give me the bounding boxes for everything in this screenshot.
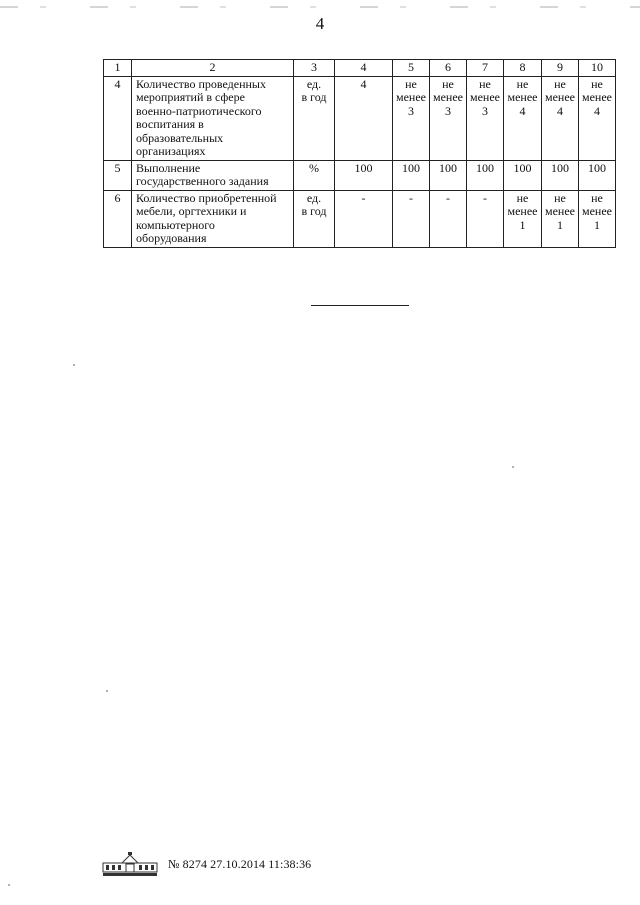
indicator-name <box>132 190 294 247</box>
column-header: 10 <box>579 60 616 77</box>
cell-text: - <box>446 190 450 205</box>
cell-text: не <box>516 190 529 205</box>
cell-text: не <box>554 190 566 205</box>
cell-text: не <box>591 190 603 205</box>
cell-text: образовательных <box>136 130 224 145</box>
registration-footer <box>102 851 311 877</box>
cell-text: 100 <box>513 160 532 175</box>
scan-speck <box>106 690 108 692</box>
building-logo-icon <box>102 851 158 877</box>
column-header: 7 <box>467 60 504 77</box>
cell-text: 100 <box>551 160 569 175</box>
cell-text: менее <box>396 90 426 104</box>
cell-text: оборудования <box>136 231 207 245</box>
cell-text: 100 <box>402 160 420 175</box>
value-cell <box>467 76 504 160</box>
row-number: 5 <box>104 160 132 190</box>
column-header: 3 <box>294 60 335 77</box>
cell-text: не <box>516 76 529 91</box>
value-cell <box>542 76 579 160</box>
cell-text: Количество проведенных <box>136 76 266 91</box>
column-header: 9 <box>542 60 579 77</box>
scan-speck <box>73 364 75 366</box>
cell-text: Выполнение <box>136 160 201 175</box>
cell-text: 100 <box>476 160 494 175</box>
column-header: 6 <box>430 60 467 77</box>
cell-text: - <box>361 190 366 205</box>
value-cell <box>430 76 467 160</box>
unit-cell <box>294 190 335 247</box>
cell-text: не <box>479 76 491 91</box>
cell-text: 4 <box>557 103 563 118</box>
column-header: 5 <box>393 60 430 77</box>
cell-text: - <box>483 190 487 205</box>
cell-text: 3 <box>408 103 414 118</box>
column-header: 2 <box>132 60 294 77</box>
cell-text: 1 <box>519 217 526 232</box>
value-cell <box>504 76 542 160</box>
cell-text: 3 <box>445 103 451 118</box>
cell-text: 4 <box>594 103 600 118</box>
cell-text: не <box>405 76 417 91</box>
indicators-table <box>103 59 616 248</box>
cell-text: в год <box>301 204 327 218</box>
value-cell <box>504 190 542 247</box>
cell-text: 100 <box>354 160 373 175</box>
cell-text: менее <box>507 90 538 104</box>
value-cell <box>542 190 579 247</box>
cell-text: компьютерного <box>136 217 215 232</box>
cell-text: - <box>409 190 413 205</box>
value-cell <box>504 160 542 190</box>
value-cell <box>393 76 430 160</box>
value-cell <box>579 190 616 247</box>
table-header-row <box>104 60 616 77</box>
cell-text: менее <box>470 90 500 104</box>
cell-text: менее <box>507 204 538 218</box>
cell-text: 3 <box>482 103 488 118</box>
indicator-name <box>132 76 294 160</box>
unit-cell <box>294 160 335 190</box>
value-cell <box>467 190 504 247</box>
value-cell <box>393 190 430 247</box>
cell-text: 100 <box>588 160 606 175</box>
cell-text: мебели, оргтехники и <box>136 204 247 218</box>
cell-text: менее <box>582 90 612 104</box>
unit-cell <box>294 76 335 160</box>
cell-text: 100 <box>439 160 457 175</box>
value-cell <box>430 160 467 190</box>
value-cell <box>335 190 393 247</box>
cell-text: менее <box>545 204 575 218</box>
column-header: 8 <box>504 60 542 77</box>
cell-text: воспитания в <box>136 117 204 131</box>
value-cell <box>579 160 616 190</box>
indicator-name <box>132 160 294 190</box>
column-header: 4 <box>335 60 393 77</box>
table-row <box>104 190 616 247</box>
cell-text: менее <box>582 204 612 218</box>
cell-text: ед. <box>306 76 322 91</box>
table-row <box>104 76 616 160</box>
separator-line <box>311 305 409 306</box>
cell-text: менее <box>545 90 575 104</box>
value-cell <box>335 76 393 160</box>
cell-text: государственного задания <box>136 174 269 188</box>
cell-text: 1 <box>557 217 563 232</box>
cell-text: военно-патриотического <box>136 103 262 118</box>
value-cell <box>467 160 504 190</box>
cell-text: ед. <box>306 190 322 205</box>
value-cell <box>542 160 579 190</box>
column-header: 1 <box>104 60 132 77</box>
scan-speck <box>8 884 10 886</box>
cell-text: менее <box>433 90 463 104</box>
value-cell <box>393 160 430 190</box>
cell-text: 4 <box>360 76 367 91</box>
cell-text: не <box>591 76 603 91</box>
cell-text: мероприятий в сфере <box>136 90 245 104</box>
value-cell <box>335 160 393 190</box>
scan-artifact <box>0 6 640 8</box>
cell-text: организациях <box>136 144 206 158</box>
cell-text: не <box>442 76 454 91</box>
registration-number: № 8274 27.10.2014 11:38:36 <box>168 856 312 871</box>
cell-text: Количество приобретенной <box>136 190 277 205</box>
value-cell <box>430 190 467 247</box>
cell-text: не <box>554 76 566 91</box>
page-number: 4 <box>315 14 325 33</box>
cell-text: в год <box>301 90 327 104</box>
cell-text: % <box>309 160 319 175</box>
table-row <box>104 160 616 190</box>
value-cell <box>579 76 616 160</box>
cell-text: 4 <box>519 103 526 118</box>
scan-speck <box>512 466 514 468</box>
cell-text: 1 <box>594 217 600 232</box>
row-number: 4 <box>104 76 132 160</box>
row-number: 6 <box>104 190 132 247</box>
